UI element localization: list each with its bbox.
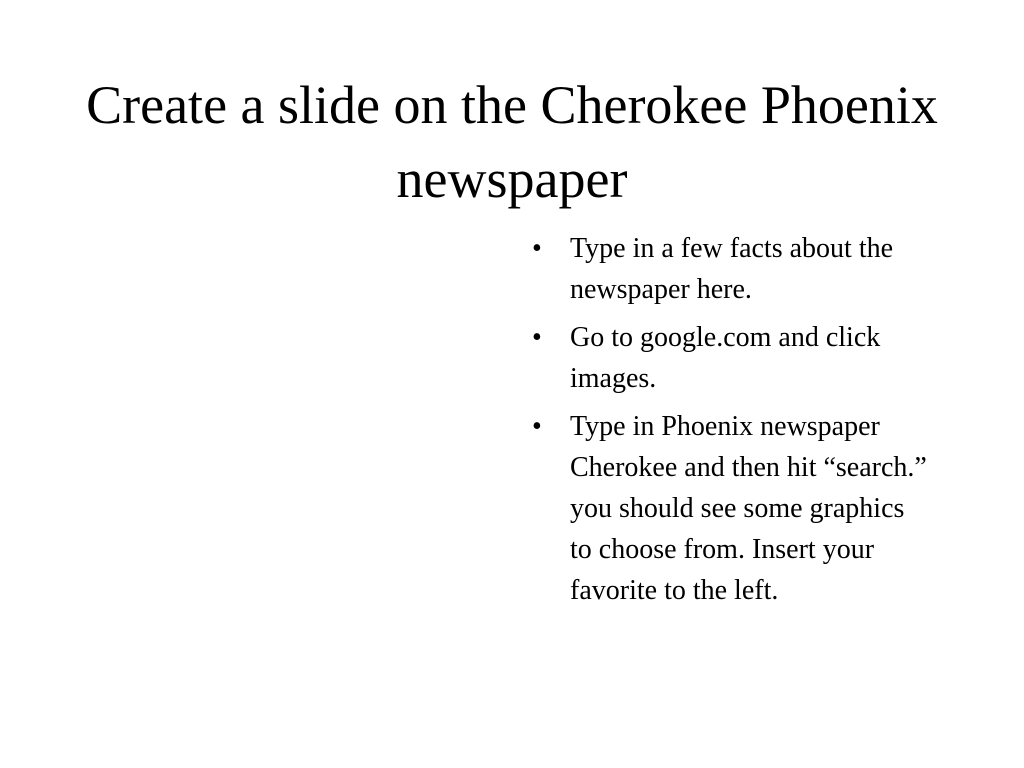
bullet-list[interactable] [528,228,928,618]
bullet-item[interactable] [528,317,928,399]
bullet-text: Go to google.com and click images. [570,322,881,394]
bullet-text: Type in Phoenix newspaper Cherokee and then hit “search.” you should see some graphics to choose from. Insert your favorite to the left. [570,411,927,606]
bullet-icon: • [532,233,542,264]
slide-title[interactable]: Create a slide on the Cherokee Phoenix newspaper [86,75,938,209]
bullet-icon: • [532,322,542,353]
bullet-item[interactable] [528,228,928,310]
bullet-text: Type in a few facts about the newspaper here. [570,233,894,305]
bullet-item[interactable] [528,406,928,611]
bullet-icon: • [532,411,542,442]
image-placeholder-area[interactable] [60,228,500,668]
